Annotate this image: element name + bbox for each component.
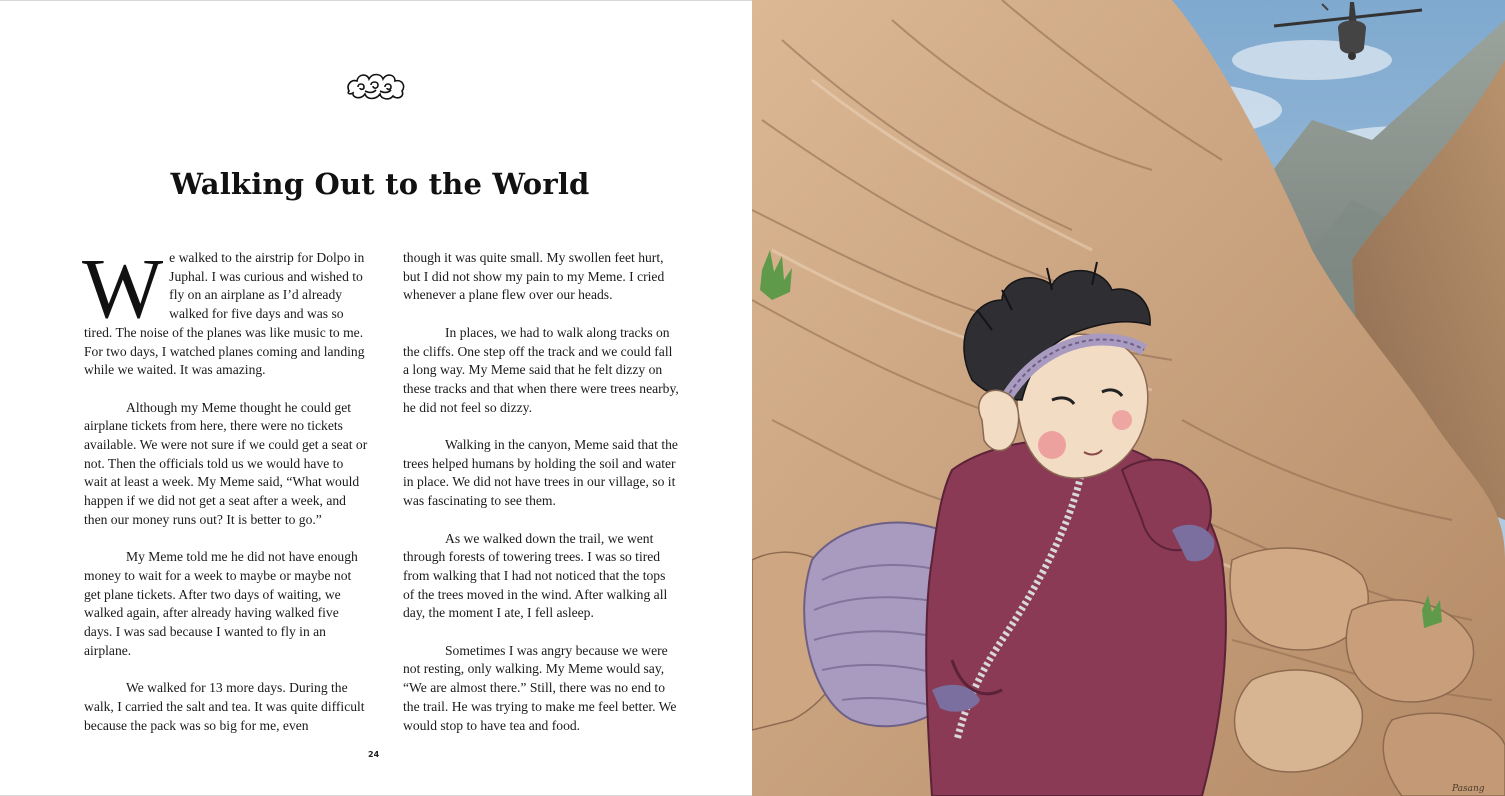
paragraph [82,240,369,380]
text-column-left [82,240,369,754]
artist-signature: Pasang [1452,784,1485,794]
chapter-title: Walking Out to the World [170,167,590,201]
right-page [752,0,1505,796]
paragraph: Although my Meme thought he could get airplane tickets from here, there were no tickets available. We were not sure if we could get a seat or not. Then the officials told us we would have to wait at least a week. My Meme said, “What would happen if we did not get a seat after a week, and then our money runs out? It is better to go.” [84,399,368,527]
illustration [752,0,1505,796]
paragraph: My Meme told me he did not have enough money to wait for a week to maybe or maybe not get plane tickets. After two days of waiting, we walked again, after already having walked five days. I was sad because I wanted to fly in an airplane. [84,549,358,658]
paragraph: though it was quite small. My swollen feet hurt, but I did not show my pain to my Meme. I cried whenever a plane flew over our heads. [403,250,665,303]
paragraph: Walking in the canyon, Meme said that the trees helped humans by holding the soil and water in place. We did not have trees in our village, so it was fascinating to see them. [403,437,678,509]
paragraph: We walked for 13 more days. During the walk, I carried the salt and tea. It was quite difficult because the pack was so big for me, even [84,680,365,733]
left-page [0,0,752,796]
paragraph: In places, we had to walk along tracks on the cliffs. One step off the track and we could fall a long way. My Meme said that he felt dizzy on these tracks and that when there were trees nearby, he did not feel so dizzy. [403,324,679,415]
page-number: 24 [368,750,380,759]
paragraph-text: e walked to the airstrip for Dolpo in Juphal. I was curious and wished to fly on an airplane as I’d already walked for five days and was so tired. The noise of the planes was like music to me. For two days, I watched planes coming and landing while we waited. It was amazing. [84,250,365,378]
paragraph: Sometimes I was angry because we were not resting, only walking. My Meme would say, “We are almost there.” Still, there was no end to the trail. He was trying to make me feel better. We would stop to have tea and food. [403,642,677,733]
paragraph: As we walked down the trail, we went through forests of towering trees. I was so tired from walking that I had not noticed that the tops of the trees moved in the wind. After walking all day, the moment I ate, I fell asleep. [403,530,668,621]
drop-cap: W [82,240,164,336]
text-column-right [403,249,679,754]
cloud-ornament-icon [345,67,407,101]
